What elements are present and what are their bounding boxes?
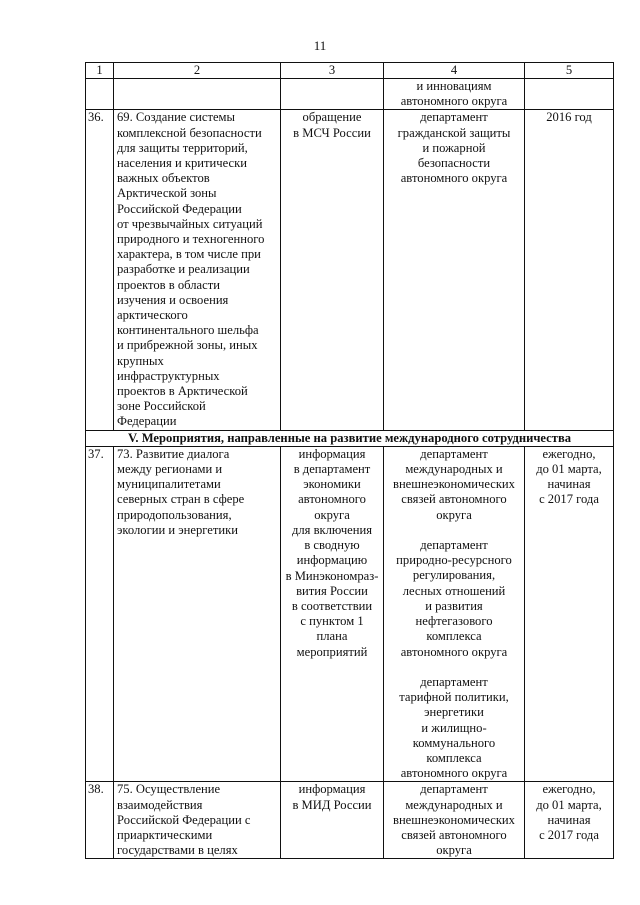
row-number: 36. [86, 110, 114, 430]
activity-title-cell: 69. Создание системы комплексной безопасности для защиты территорий, населения и критически важных объектов Арктической зоны Российской Федерации от чрезвычайных ситуаций природного и техногенного характера, в том числе при разработке и реализации проектов в области изучения и освоения арктического континентального шельфа и прибрежной зоны, иных крупных инфраструктурных проектов в Арктической зоне Российской Федерации [114, 110, 281, 430]
header-cell: 4 [384, 63, 525, 79]
header-cell: 1 [86, 63, 114, 79]
executor-cell: департамент международных и внешнеэкономических связей автономного округа департамент природно-ресурсного регулирования, лесных отношений и развития нефтегазового комплекса автономного округа департамент тарифной политики, энергетики и жилищно- коммунального комплекса автономного округа [384, 446, 525, 781]
section-header-row [86, 430, 614, 446]
page-number: 11 [313, 38, 327, 53]
report-form-cell: информация в департамент экономики автономного округа для включения в сводную информацию в Минэкономраз- вития России в соответствии с пунктом 1 плана мероприятий [281, 446, 384, 781]
executor-cell: департамент международных и внешнеэкономических связей автономного округа [384, 782, 525, 859]
term-cell: ежегодно, до 01 марта, начиная с 2017 года [525, 446, 614, 781]
table-header-row [86, 63, 614, 79]
table-row [86, 782, 614, 859]
report-form-cell: информация в МИД России [281, 782, 384, 859]
term-cell: ежегодно, до 01 марта, начиная с 2017 года [525, 782, 614, 859]
executor-cell [384, 79, 525, 110]
row-number: 38. [86, 782, 114, 859]
executor-cell: департамент гражданской защиты и пожарной безопасности автономного округа [384, 110, 525, 430]
report-form-cell: обращение в МСЧ России [281, 110, 384, 430]
table-row [86, 110, 614, 430]
header-cell: 2 [114, 63, 281, 79]
header-cell: 3 [281, 63, 384, 79]
table-row [86, 79, 614, 110]
activity-title-cell: 75. Осуществление взаимодействия Российской Федерации с приарктическими государствами в целях [114, 782, 281, 859]
activities-table [85, 62, 614, 859]
cell-line: и инновациям [416, 79, 492, 93]
header-cell: 5 [525, 63, 614, 79]
table-row [86, 446, 614, 781]
section-title: V. Мероприятия, направленные на развитие международного сотрудничества [86, 430, 614, 446]
row-number: 37. [86, 446, 114, 781]
cell-line: автономного округа [400, 94, 508, 109]
activity-title-cell: 73. Развитие диалога между регионами и муниципалитетами северных стран в сфере природопользования, экологии и энергетики [114, 446, 281, 781]
term-cell: 2016 год [525, 110, 614, 430]
